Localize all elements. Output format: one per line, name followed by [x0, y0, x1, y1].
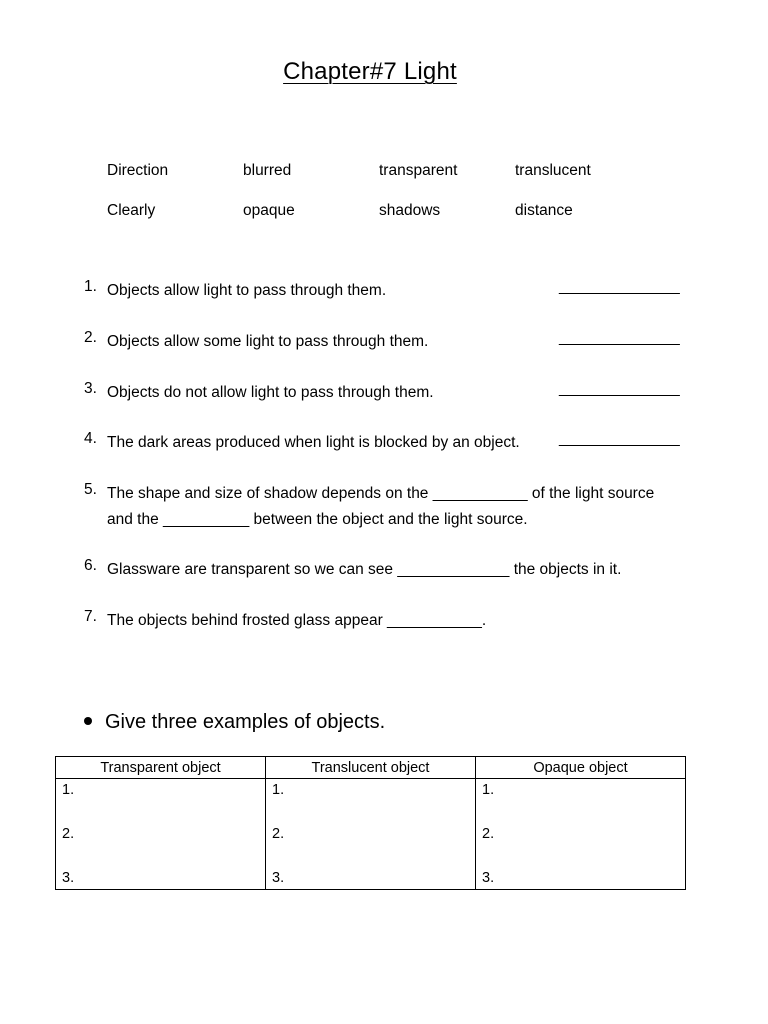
question-text: Objects allow light to pass through them.	[107, 282, 387, 299]
column-header: Transparent object	[56, 757, 266, 779]
question-text: The objects behind frosted glass appear ___________.	[107, 612, 487, 629]
word-bank-word: Clearly	[107, 202, 156, 219]
word-bank-word: translucent	[515, 162, 591, 179]
word-bank	[107, 162, 651, 242]
answer-blank[interactable]: ______________	[559, 380, 680, 397]
word-bank-word: blurred	[243, 162, 292, 179]
question-number: 5.	[84, 481, 97, 498]
answer-blank[interactable]: ______________	[559, 329, 680, 346]
row-number: 2.	[62, 826, 75, 842]
word-bank-row	[107, 202, 651, 242]
question-text: Objects allow some light to pass through them.	[107, 333, 429, 350]
word-bank-row	[107, 162, 651, 202]
row-number: 3.	[482, 870, 495, 886]
column-header: Opaque object	[476, 757, 686, 779]
row-number: 3.	[62, 870, 75, 886]
answer-blank[interactable]: ______________	[559, 278, 680, 295]
answer-cell-translucent[interactable]	[266, 779, 476, 890]
question-number: 7.	[84, 608, 97, 625]
answer-blank[interactable]: ______________	[559, 430, 680, 447]
word-bank-word: opaque	[243, 202, 295, 219]
word-bank-word: Direction	[107, 162, 169, 179]
row-number: 1.	[482, 782, 495, 798]
question-text: The dark areas produced when light is blocked by an object.	[107, 434, 520, 451]
question-number: 1.	[84, 278, 97, 295]
section-heading: Give three examples of objects.	[84, 711, 385, 734]
answer-cell-transparent[interactable]	[56, 779, 266, 890]
row-number: 2.	[482, 826, 495, 842]
question-text: The shape and size of shadow depends on the ___________ of the light source and the __________ between the object and the light source.	[107, 485, 655, 528]
page-title: Chapter#7 Light	[283, 58, 457, 85]
question-text: Glassware are transparent so we can see _____________ the objects in it.	[107, 561, 622, 578]
question-number: 4.	[84, 430, 97, 447]
examples-table	[55, 756, 686, 890]
word-bank-word: distance	[515, 202, 573, 219]
row-number: 1.	[272, 782, 285, 798]
row-number: 3.	[272, 870, 285, 886]
question-number: 6.	[84, 557, 97, 574]
word-bank-word: shadows	[379, 202, 441, 219]
question-number: 3.	[84, 380, 97, 397]
question-text: Objects do not allow light to pass through them.	[107, 384, 434, 401]
table-header-row	[56, 757, 686, 779]
answer-cell-opaque[interactable]	[476, 779, 686, 890]
word-bank-word: transparent	[379, 162, 458, 179]
row-number: 2.	[272, 826, 285, 842]
row-number: 1.	[62, 782, 75, 798]
column-header: Translucent object	[266, 757, 476, 779]
bullet-icon	[84, 717, 92, 725]
table-row	[56, 779, 686, 890]
question-number: 2.	[84, 329, 97, 346]
